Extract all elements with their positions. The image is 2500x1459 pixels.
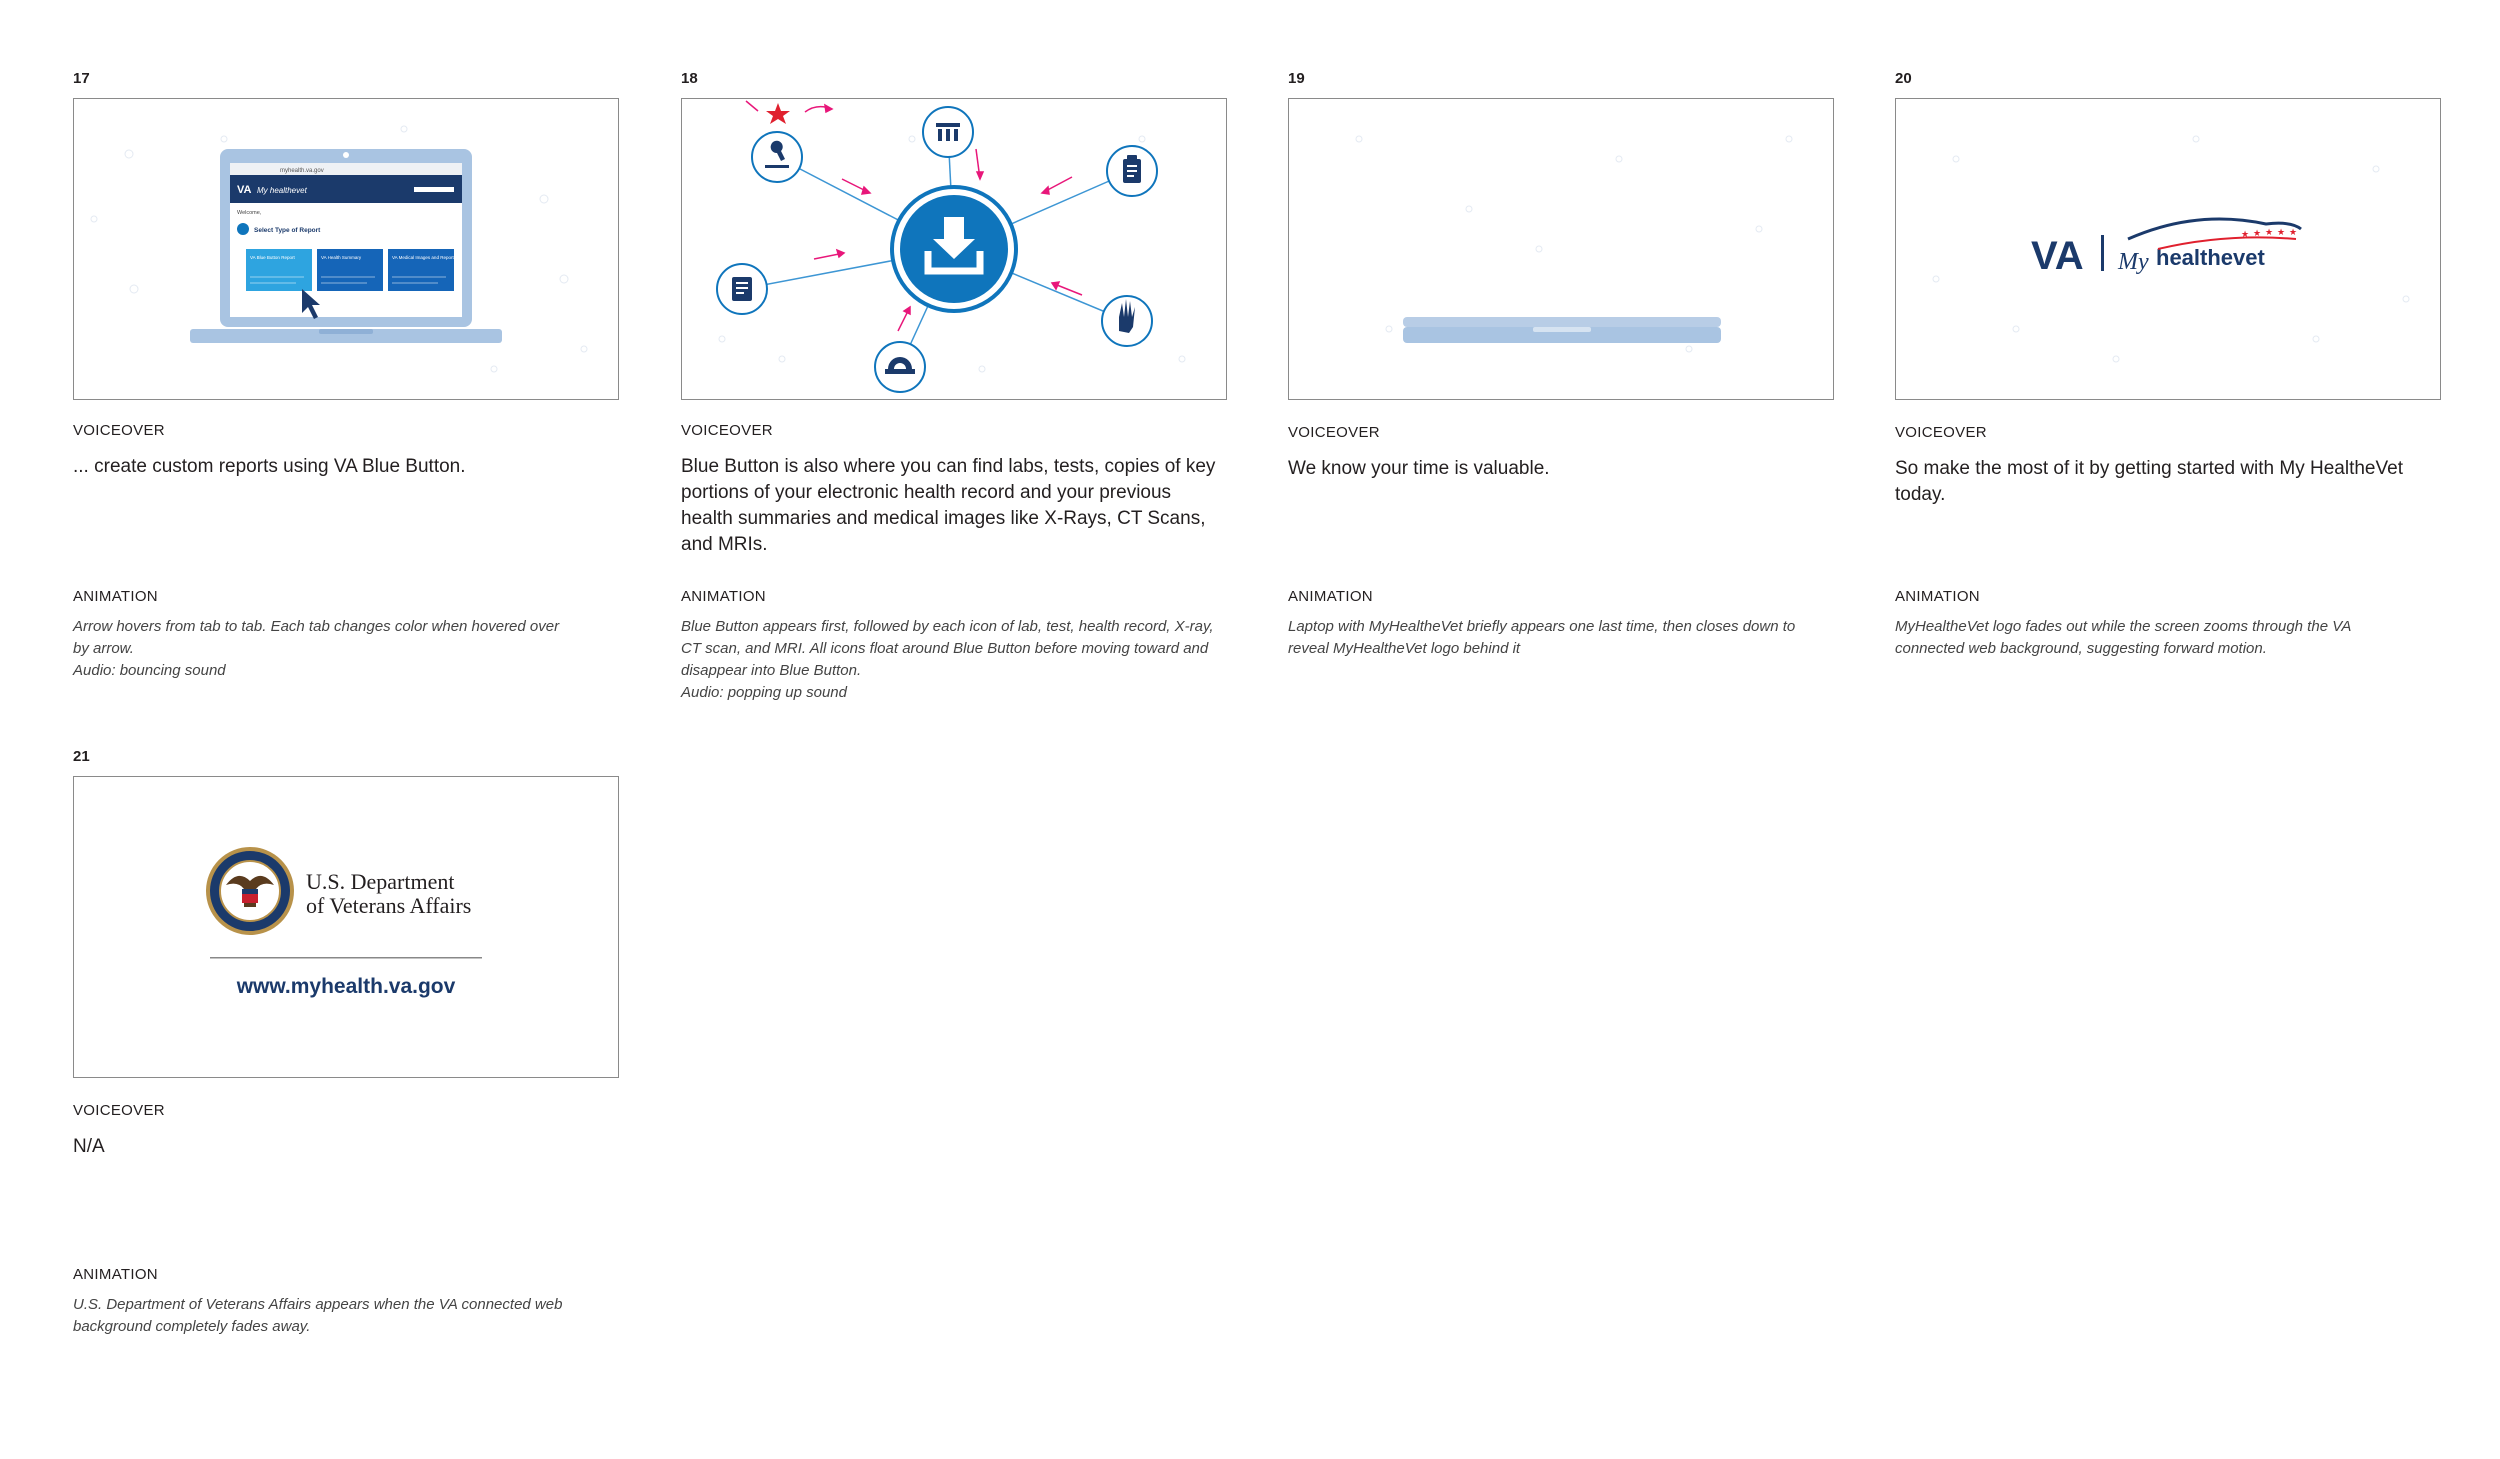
panel-number: 21 xyxy=(73,748,90,765)
animation-label: ANIMATION xyxy=(73,1266,158,1283)
voiceover-line: health summaries and medical images like X-Rays, CT Scans, xyxy=(681,508,1206,529)
svg-text:★: ★ xyxy=(2241,230,2250,240)
animation-line: Blue Button appears first, followed by each icon of lab, test, health record, X-ray, xyxy=(681,618,1214,635)
dept-name-line2: of Veterans Affairs xyxy=(306,893,472,918)
animation-line: reveal MyHealtheVet logo behind it xyxy=(1288,640,1521,657)
voiceover-text: We know your time is valuable. xyxy=(1288,458,1550,479)
animation-text xyxy=(1288,616,1828,660)
animation-line: MyHealtheVet logo fades out while the screen zooms through the VA xyxy=(1895,618,2352,635)
voiceover-line: today. xyxy=(1895,484,1946,505)
animation-label: ANIMATION xyxy=(681,588,766,605)
svg-text:★: ★ xyxy=(2289,228,2298,238)
panel-21-frame xyxy=(73,776,619,1078)
panel-17-frame xyxy=(73,98,619,400)
panel-number: 20 xyxy=(1895,70,1912,87)
animation-line: Laptop with MyHealtheVet briefly appears one last time, then closes down to xyxy=(1288,618,1796,635)
voiceover-label: VOICEOVER xyxy=(1895,424,1987,441)
laptop-illustration xyxy=(74,99,618,399)
microscope-icon xyxy=(752,132,802,182)
address-bar-url: myhealth.va.gov xyxy=(280,168,324,174)
svg-text:★: ★ xyxy=(2277,228,2286,238)
voiceover-label: VOICEOVER xyxy=(681,422,773,439)
animation-line: U.S. Department of Veterans Affairs appears when the VA connected web xyxy=(73,1296,563,1313)
voiceover-label: VOICEOVER xyxy=(73,422,165,439)
animation-line: Arrow hovers from tab to tab. Each tab changes color when hovered over xyxy=(73,618,560,635)
ct-scan-icon xyxy=(875,342,925,392)
panel-20-frame xyxy=(1895,98,2441,400)
animation-line: CT scan, and MRI. All icons float around Blue Button before moving toward and xyxy=(681,640,1209,657)
animation-line: connected web background, suggesting forward motion. xyxy=(1895,640,2267,657)
animation-label: ANIMATION xyxy=(1288,588,1373,605)
report-tab-3-label: VA Medical Images and Reports xyxy=(392,255,456,260)
screen-section-title: Select Type of Report xyxy=(254,227,321,234)
panel-18-frame xyxy=(681,98,1227,400)
animation-line: by arrow. xyxy=(73,640,134,657)
voiceover-text xyxy=(1895,456,2435,508)
voiceover-line: and MRIs. xyxy=(681,534,768,555)
report-tab-2-label: VA Health Summary xyxy=(321,255,362,260)
panel-19-frame xyxy=(1288,98,1834,400)
screen-logo: My healthevet xyxy=(257,186,307,195)
voiceover-label: VOICEOVER xyxy=(73,1102,165,1119)
voiceover-text: N/A xyxy=(73,1136,105,1157)
voiceover-line: So make the most of it by getting started with My HealtheVet xyxy=(1895,458,2403,479)
voiceover-line: portions of your electronic health record and your previous xyxy=(681,482,1172,503)
voiceover-text: ... create custom reports using VA Blue Button. xyxy=(73,456,466,477)
animation-line: Audio: bouncing sound xyxy=(73,662,226,679)
my-logo-text: My xyxy=(2118,249,2149,275)
star-icon xyxy=(766,103,790,124)
myhealthevet-logo xyxy=(1896,99,2440,399)
voiceover-line: Blue Button is also where you can find labs, tests, copies of key xyxy=(681,456,1216,477)
voiceover-label: VOICEOVER xyxy=(1288,424,1380,441)
animation-text xyxy=(1895,616,2435,660)
closed-laptop-illustration xyxy=(1289,99,1833,399)
animation-label: ANIMATION xyxy=(1895,588,1980,605)
animation-label: ANIMATION xyxy=(73,588,158,605)
animation-line: Audio: popping up sound xyxy=(681,684,847,701)
svg-text:★: ★ xyxy=(2253,229,2262,239)
animation-text xyxy=(73,616,613,682)
blue-button-illustration xyxy=(682,99,1226,399)
healthevet-logo-text: healthevet xyxy=(2156,245,2265,270)
animation-text xyxy=(73,1294,613,1338)
va-department-logo xyxy=(74,777,618,1077)
screen-welcome: Welcome, xyxy=(237,210,262,216)
svg-text:★: ★ xyxy=(2265,228,2274,238)
dept-name-line1: U.S. Department xyxy=(306,869,455,894)
animation-line: background completely fades away. xyxy=(73,1318,311,1335)
panel-number: 18 xyxy=(681,70,698,87)
voiceover-text xyxy=(681,454,1221,558)
website-url[interactable]: www.myhealth.va.gov xyxy=(236,975,456,998)
animation-line: disappear into Blue Button. xyxy=(681,662,862,679)
screen-brand: VA xyxy=(237,184,252,196)
panel-number: 19 xyxy=(1288,70,1305,87)
report-tab-1-label: VA Blue Button Report xyxy=(250,255,295,260)
va-logo-text: VA xyxy=(2031,234,2084,278)
panel-number: 17 xyxy=(73,70,90,87)
animation-text xyxy=(681,616,1221,704)
